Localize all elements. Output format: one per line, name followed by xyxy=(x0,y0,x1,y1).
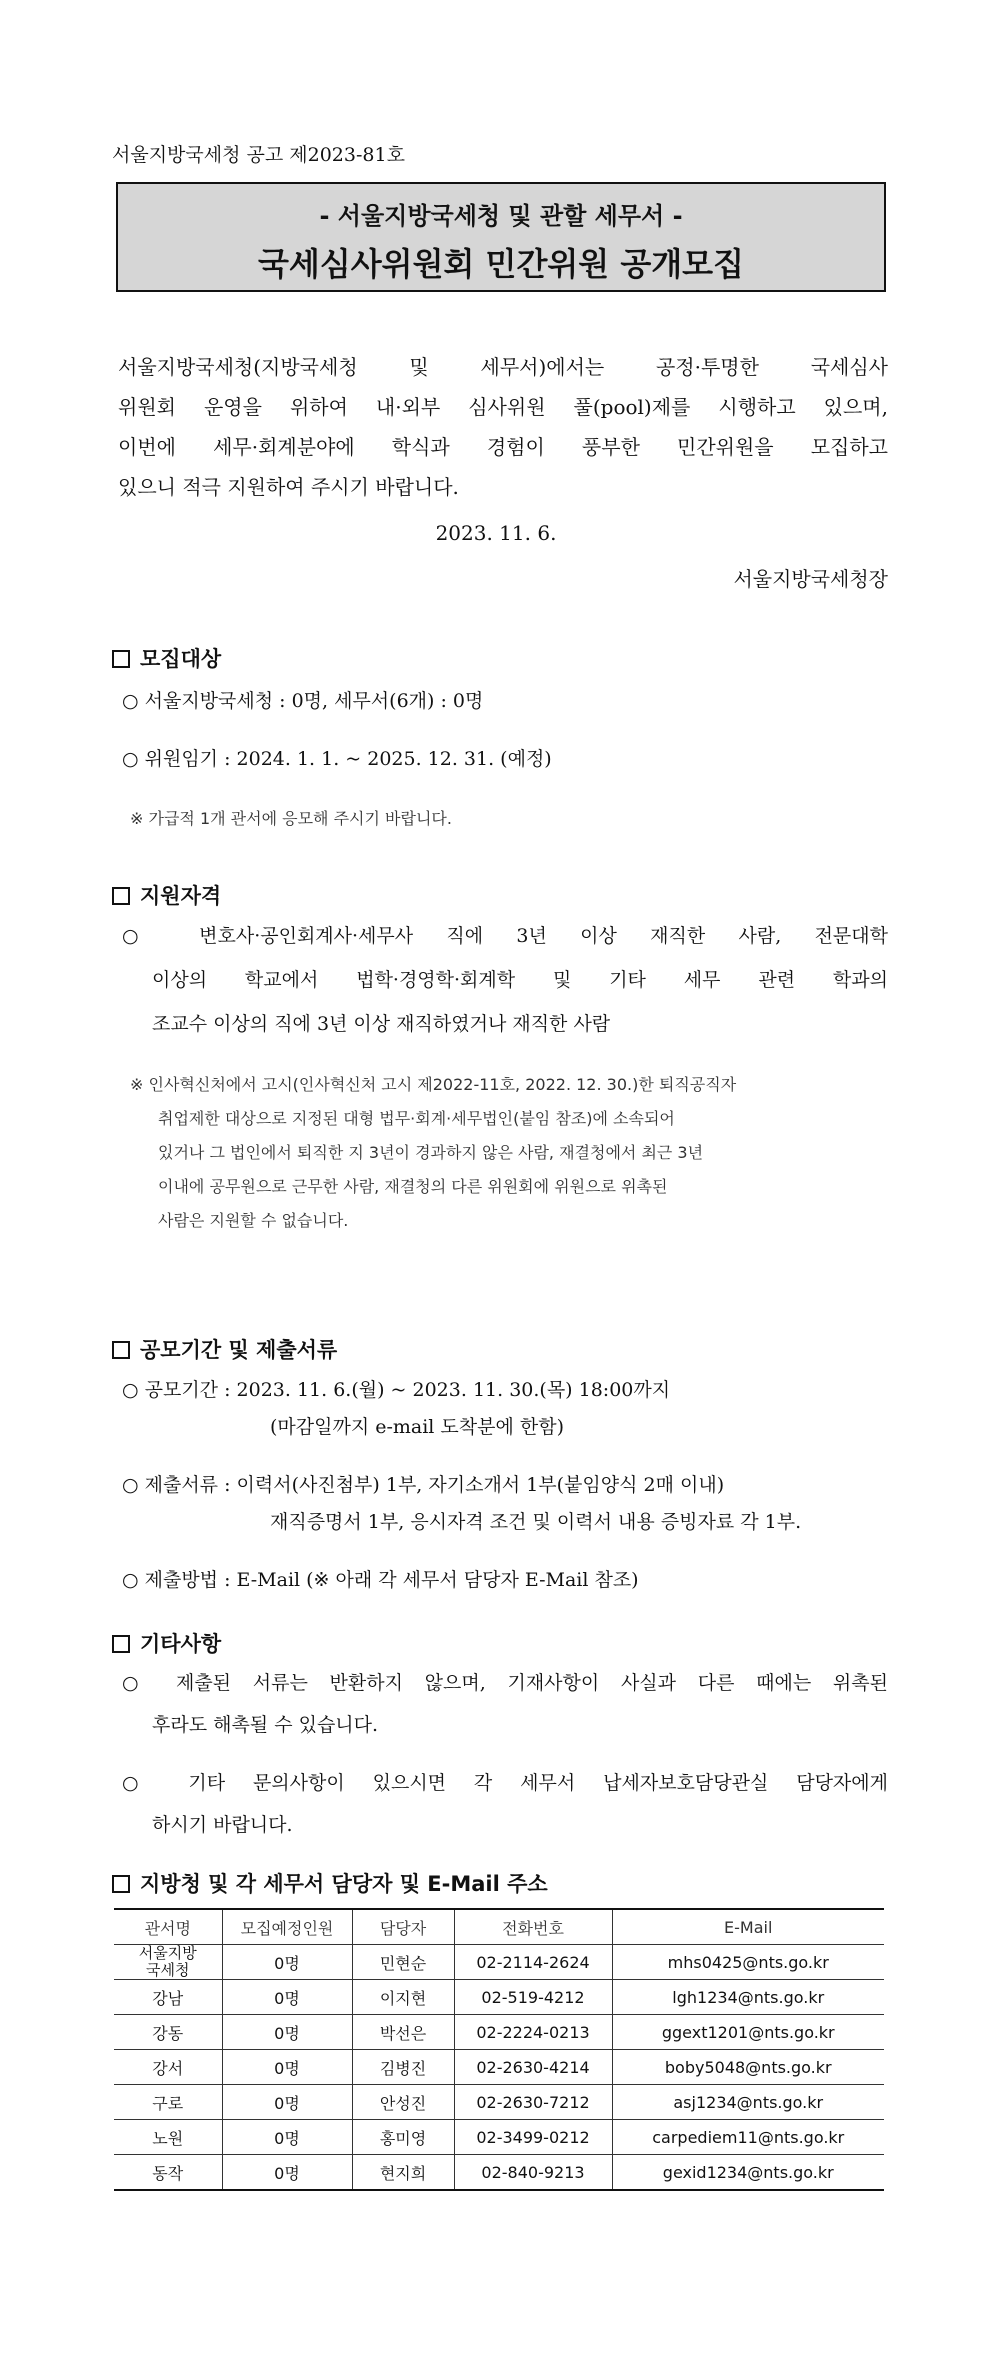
count-cell: 0명 xyxy=(222,2015,352,2050)
intro-line: 서울지방국세청(지방국세청 및 세무서)에서는 공정·투명한 국세심사 xyxy=(118,355,888,379)
count-cell: 0명 xyxy=(222,2120,352,2155)
title-main: 국세심사위원회 민간위원 공개모집 xyxy=(258,245,744,283)
other-item-line: ○ 기타 문의사항이 있으시면 각 세무서 납세자보호담당관실 담당자에게 xyxy=(122,1772,888,1794)
table-row xyxy=(114,1980,884,2015)
method-line: ○ 제출방법 : E-Mail (※ 아래 각 세무서 담당자 E-Mail 참조) xyxy=(122,1569,639,1591)
phone-cell: 02-2630-7212 xyxy=(454,2085,612,2120)
table-row xyxy=(114,2120,884,2155)
column-header: 전화번호 xyxy=(454,1909,612,1945)
table-row xyxy=(114,2050,884,2085)
office-cell: 강서 xyxy=(114,2050,222,2085)
intro-line: 위원회 운영을 위하여 내·외부 심사위원 풀(pool)제를 시행하고 있으며, xyxy=(118,395,888,419)
email-cell: asj1234@nts.go.kr xyxy=(612,2085,884,2120)
section2-note-line: 있거나 그 법인에서 퇴직한 지 3년이 경과하지 않은 사람, 재결청에서 최근 3년 xyxy=(158,1143,704,1162)
office-cell: 노원 xyxy=(114,2120,222,2155)
office-name-line: 국세청 xyxy=(146,1961,190,1979)
issuer: 서울지방국세청장 xyxy=(733,567,888,591)
phone-cell: 02-519-4212 xyxy=(454,1980,612,2015)
section2-item-line: 조교수 이상의 직에 3년 이상 재직하였거나 재직한 사람 xyxy=(152,1013,611,1035)
email-cell: gexid1234@nts.go.kr xyxy=(612,2155,884,2191)
section1-note: ※ 가급적 1개 관서에 응모해 주시기 바랍니다. xyxy=(130,809,452,828)
email-cell: mhs0425@nts.go.kr xyxy=(612,1945,884,1980)
title-box xyxy=(116,182,886,292)
email-cell: boby5048@nts.go.kr xyxy=(612,2050,884,2085)
office-cell: 구로 xyxy=(114,2085,222,2120)
person-cell: 현지희 xyxy=(352,2155,454,2191)
phone-cell: 02-840-9213 xyxy=(454,2155,612,2191)
section2-note-line: 취업제한 대상으로 지정된 대형 법무·회계·세무법인(붙임 참조)에 소속되어 xyxy=(158,1109,675,1128)
table-row xyxy=(114,2155,884,2191)
section-heading: 기타사항 xyxy=(140,1632,222,1656)
count-cell: 0명 xyxy=(222,2050,352,2085)
person-cell: 이지현 xyxy=(352,1980,454,2015)
section-recruitment-target xyxy=(112,643,221,673)
intro-paragraph xyxy=(118,347,888,507)
table-row xyxy=(114,2085,884,2120)
phone-cell: 02-2630-4214 xyxy=(454,2050,612,2085)
period-line: (마감일까지 e-mail 도착분에 한함) xyxy=(270,1416,564,1438)
docs-line: ○ 제출서류 : 이력서(사진첨부) 1부, 자기소개서 1부(붙임양식 2매 이내) xyxy=(122,1474,725,1496)
section-heading: 공모기간 및 제출서류 xyxy=(140,1338,338,1362)
section1-item: ○ 서울지방국세청 : 0명, 세무서(6개) : 0명 xyxy=(122,690,484,712)
column-header: 모집예정인원 xyxy=(222,1909,352,1945)
office-cell: 강동 xyxy=(114,2015,222,2050)
title-subtitle: - 서울지방국세청 및 관할 세무서 - xyxy=(319,202,683,230)
count-cell: 0명 xyxy=(222,1945,352,1980)
section2-note-line: 사람은 지원할 수 없습니다. xyxy=(158,1211,349,1230)
count-cell: 0명 xyxy=(222,2085,352,2120)
section1-item: ○ 위원임기 : 2024. 1. 1. ~ 2025. 12. 31. (예정) xyxy=(122,748,552,770)
table-row xyxy=(114,2015,884,2050)
other-item-line: 하시기 바랍니다. xyxy=(152,1814,293,1836)
docs-line: 재직증명서 1부, 응시자격 조건 및 이력서 내용 증빙자료 각 1부. xyxy=(270,1511,802,1533)
person-cell: 박선은 xyxy=(352,2015,454,2050)
column-header: 담당자 xyxy=(352,1909,454,1945)
person-cell: 홍미영 xyxy=(352,2120,454,2155)
intro-line: 이번에 세무·회계분야에 학식과 경험이 풍부한 민간위원을 모집하고 xyxy=(118,435,888,459)
section-other-notes xyxy=(112,1628,221,1658)
table-header-row xyxy=(114,1909,884,1945)
person-cell: 민현순 xyxy=(352,1945,454,1980)
office-cell: 동작 xyxy=(114,2155,222,2191)
count-cell: 0명 xyxy=(222,2155,352,2191)
person-cell: 김병진 xyxy=(352,2050,454,2085)
phone-cell: 02-2114-2624 xyxy=(454,1945,612,1980)
period-line: ○ 공모기간 : 2023. 11. 6.(월) ~ 2023. 11. 30.(목) 18:00까지 xyxy=(122,1379,671,1401)
section-eligibility xyxy=(112,880,221,910)
intro-line: 있으니 적극 지원하여 주시기 바랍니다. xyxy=(118,475,459,499)
section2-note-line: 이내에 공무원으로 근무한 사람, 재결청의 다른 위원회에 위원으로 위촉된 xyxy=(158,1177,668,1196)
email-cell: carpediem11@nts.go.kr xyxy=(612,2120,884,2155)
checkbox-square-icon xyxy=(112,650,130,668)
section2-item-line: 이상의 학교에서 법학·경영학·회계학 및 기타 세무 관련 학과의 xyxy=(152,969,888,991)
notice-date: 2023. 11. 6. xyxy=(435,521,557,545)
checkbox-square-icon xyxy=(112,1875,130,1893)
email-cell: ggext1201@nts.go.kr xyxy=(612,2015,884,2050)
contacts-table xyxy=(114,1908,884,2191)
other-item-line: ○ 제출된 서류는 반환하지 않으며, 기재사항이 사실과 다른 때에는 위촉된 xyxy=(122,1672,888,1694)
office-name-line: 서울지방 xyxy=(138,1944,197,1962)
section-heading: 지방청 및 각 세무서 담당자 및 E-Mail 주소 xyxy=(140,1872,548,1896)
office-cell: 강남 xyxy=(114,1980,222,2015)
notice-number: 서울지방국세청 공고 제2023-81호 xyxy=(112,144,405,166)
phone-cell: 02-2224-0213 xyxy=(454,2015,612,2050)
section-contacts xyxy=(112,1868,548,1898)
phone-cell: 02-3499-0212 xyxy=(454,2120,612,2155)
checkbox-square-icon xyxy=(112,887,130,905)
column-header: 관서명 xyxy=(114,1909,222,1945)
section-heading: 모집대상 xyxy=(140,647,222,671)
other-item-line: 후라도 해촉될 수 있습니다. xyxy=(152,1714,379,1736)
section-application-period xyxy=(112,1334,337,1364)
checkbox-square-icon xyxy=(112,1341,130,1359)
office-cell xyxy=(114,1945,222,1980)
checkbox-square-icon xyxy=(112,1635,130,1653)
email-cell: lgh1234@nts.go.kr xyxy=(612,1980,884,2015)
section2-note-line: ※ 인사혁신처에서 고시(인사혁신처 고시 제2022-11호, 2022. 12. 30.)한 퇴직공직자 xyxy=(130,1075,737,1094)
section2-item-line: ○ 변호사·공인회계사·세무사 직에 3년 이상 재직한 사람, 전문대학 xyxy=(122,925,888,947)
table-row xyxy=(114,1945,884,1980)
person-cell: 안성진 xyxy=(352,2085,454,2120)
column-header: E-Mail xyxy=(612,1909,884,1945)
section-heading: 지원자격 xyxy=(140,884,222,908)
count-cell: 0명 xyxy=(222,1980,352,2015)
